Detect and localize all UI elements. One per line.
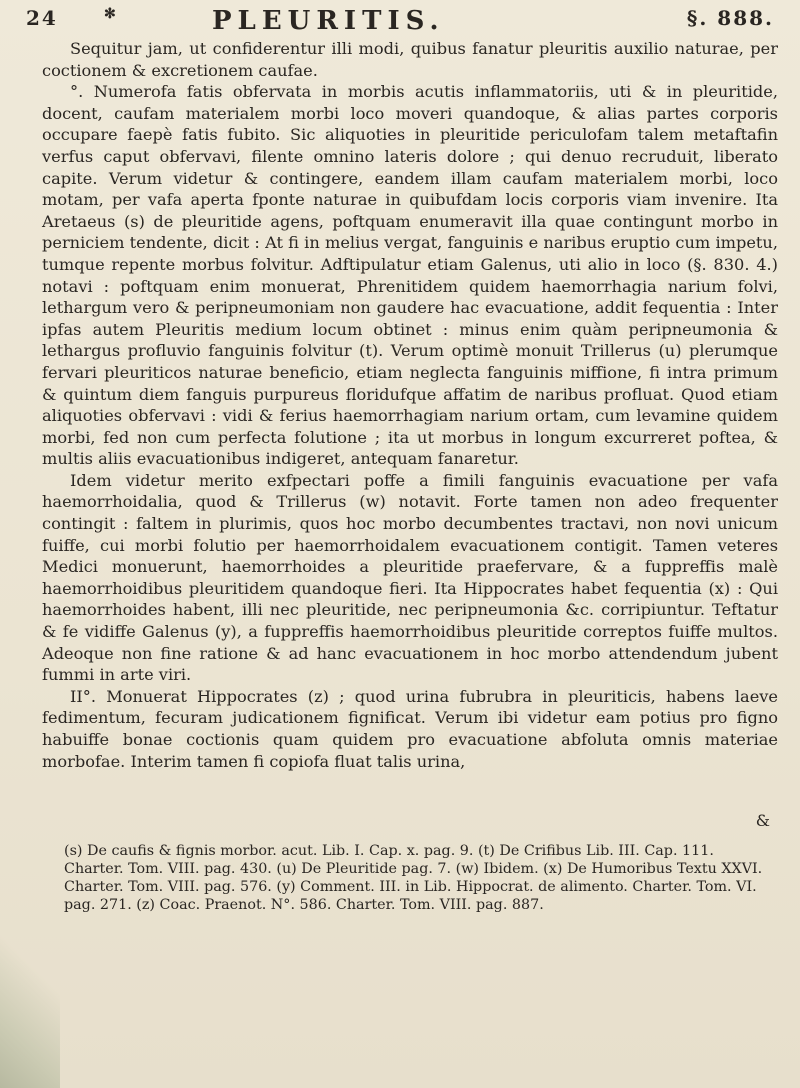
ornament: ✻ (104, 6, 118, 22)
running-title: PLEURITIS. (212, 6, 445, 36)
paragraph: Sequitur jam, ut confiderentur illi modi, quibus fanatur pleuritis auxilio naturae, per coctionem & excretionem caufae. (42, 39, 778, 80)
catchword: & (755, 811, 770, 830)
footnote-text: (s) De caufis & fignis morbor. acut. Lib. I. Cap. x. pag. 9. (t) De Crifibus Lib. III. Cap. 111. Charter. Tom. VIII. pag. 430. (u) De Pleuritide pag. 7. (w) Ibidem. (x) De Humoribus Textu XXVI. Charter. Tom. VIII. pag. 576. (y) Comment. III. in Lib. Hippocrat. de alimento. Charter. Tom. VI. pag. 271. (z) Coac. Praenot. N°. 586. Charter. Tom. VIII. pag. 887. (64, 843, 763, 913)
paragraph: II°. Monuerat Hippocrates (z) ; quod urina fubrubra in pleuriticis, habens laeve fedimentum, fecuram judicationem fignificat. Verum ibi videtur eam potius pro figno habuiffe bonae coctionis quam quidem pro evacuatione abfoluta omnis materiae morbofae. Interim tamen fi copiofa fluat talis urina, (42, 686, 778, 771)
main-text (42, 38, 778, 772)
page-number: 24 (26, 6, 58, 30)
running-header (22, 4, 788, 40)
page-edge-shadow (0, 928, 60, 1088)
paragraph: Idem videtur merito exfpectari poffe a fimili fanguinis evacuatione per vafa haemorrhoidalia, quod & Trillerus (w) notavit. Forte tamen non adeo frequenter contingit : faltem in plurimis, quos hoc morbo decumbentes tractavi, non novi unicum fuiffe, cui morbi folutio per haemorrhoidalem evacuationem contigit. Tamen veteres Medici monuerunt, haemorrhoides a pleuritide praefervare, & a fuppreffis malè haemorrhoidibus pleuritidem quandoque fieri. Ita Hippocrates habet fequentia (x) : Qui haemorrhoides habent, illi nec pleuritide, nec peripneumonia &c. corripiuntur. Teftatur & fe vidiffe Galenus (y), a fuppreffis haemorrhoidibus pleuritide correptos fuiffe multos. Adeoque non fine ratione & ad hanc evacuationem in hoc morbo attendendum jubent fummi in arte viri. (42, 470, 778, 685)
footnotes (64, 842, 764, 914)
paragraph: °. Numerofa fatis obfervata in morbis acutis inflammatoriis, uti & in pleuritide, docent, caufam materialem morbi loco moveri quandoque, & alias partes corporis occupare faepè fatis fubito. Sic aliquoties in pleuritide periculofam talem metaftafin verfus caput obfervavi, filente omnino lateris dolore ; qui denuo recruduit, liberato capite. Verum videtur & contingere, eandem illam caufam materialem morbi, loco motam, per vafa aperta fponte naturae in quibufdam locis corporis viam invenire. Ita Aretaeus (s) de pleuritide agens, poftquam enumeravit illa quae contingunt morbo in perniciem tendente, dicit : At fi in melius vergat, fanguinis e naribus eruptio cum impetu, tumque repente morbus folvitur. Adftipulatur etiam Galenus, uti alio in loco (§. 830. 4.) notavi : poftquam enim monuerat, Phrenitidem quidem haemorrhagia narium folvi, lethargum vero & peripneumoniam non gaudere hac evacuatione, addit fequentia : Inter ipfas autem Pleuritis medium locum obtinet : minus enim quàm peripneumonia & lethargus profluvio fanguinis folvitur (t). Verum optimè monuit Trillerus (u) plerumque fervari pleuriticos naturae beneficio, etiam neglecta fanguinis miffione, fi intra primum & quintum diem fanguis purpureus floridufque affatim de naribus profluat. Quod etiam aliquoties obfervavi : vidi & ferius haemorrhagiam narium ortam, cum levamine quidem morbi, fed non cum perfecta folutione ; ita ut morbus in longum excurreret poftea, & multis aliis evacuationibus indigeret, antequam fanaretur. (42, 82, 778, 469)
section-number: §. 888. (686, 6, 774, 30)
